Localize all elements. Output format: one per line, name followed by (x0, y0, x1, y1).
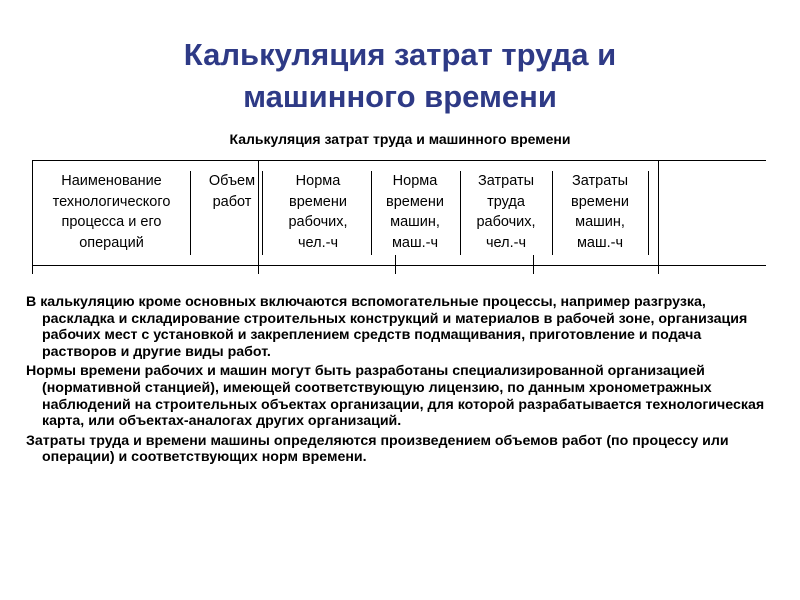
slide-title (0, 34, 800, 118)
header-line: Норма (392, 173, 438, 189)
slide-title-line-2: машинного времени (243, 79, 557, 114)
header-line: Объем (208, 173, 256, 189)
header-line: Норма (295, 173, 341, 189)
column-divider (533, 255, 534, 274)
header-line: времени (289, 193, 347, 210)
table-caption: Калькуляция затрат труда и машинного времени (229, 131, 571, 147)
column-header-machine-cost (553, 171, 647, 253)
column-header-worker-time-norm (266, 171, 370, 253)
paragraph-cost-calculation: Затраты труда и времени машины определяются произведением объемов работ (по процессу или операции) и соответствующих норм времени. (26, 432, 729, 466)
column-header-machine-time-norm (372, 171, 458, 253)
header-line: операций (79, 234, 144, 251)
column-divider (658, 160, 659, 274)
column-divider (648, 171, 649, 255)
header-line: чел.-ч (297, 234, 338, 251)
header-line: машин, (575, 214, 625, 230)
slide-title-line-1: Калькуляция затрат труда и (183, 37, 617, 72)
header-line: времени (571, 193, 629, 210)
paragraph-auxiliary-processes: В калькуляцию кроме основных включаются вспомогательные процессы, например разгрузка, раскладка и складирование строительных конструкций и материалов в рабочей зоне, организация рабочих мест с установкой и закреплением средств подмащивания, приготовление и подача растворов и другие виды работ. (26, 294, 748, 360)
column-header-labor-cost (461, 171, 551, 253)
header-line: маш.-ч (391, 234, 439, 251)
header-line: работ (212, 193, 252, 210)
column-header-volume (198, 171, 266, 212)
column-divider (190, 171, 191, 255)
header-line: процесса и его (61, 214, 162, 230)
header-line: технологического (52, 193, 171, 210)
header-line: Наименование (61, 173, 162, 189)
header-line: рабочих, (288, 214, 348, 230)
table-top-rule (32, 160, 766, 161)
paragraph-time-norms: Нормы времени рабочих и машин могут быть разработаны специализированной организацией (нормативной станцией), имеющей соответствующую лицензию, по данным хронометражных наблюдений на строительных объектах организации, для которой разрабатывается технологическая карта, или объектах-аналогах других организаций. (26, 363, 765, 430)
header-line: времени (386, 193, 444, 210)
table-bottom-rule (32, 265, 766, 266)
header-line: Затраты (571, 173, 629, 189)
header-line: маш.-ч (576, 234, 624, 251)
header-line: машин, (390, 214, 440, 230)
header-line: чел.-ч (485, 234, 526, 251)
header-line: Затраты (477, 173, 535, 189)
header-line: рабочих, (476, 214, 536, 230)
body-text (26, 294, 766, 469)
column-header-process-name (33, 171, 190, 253)
header-line: труда (487, 193, 525, 210)
column-divider (395, 255, 396, 274)
